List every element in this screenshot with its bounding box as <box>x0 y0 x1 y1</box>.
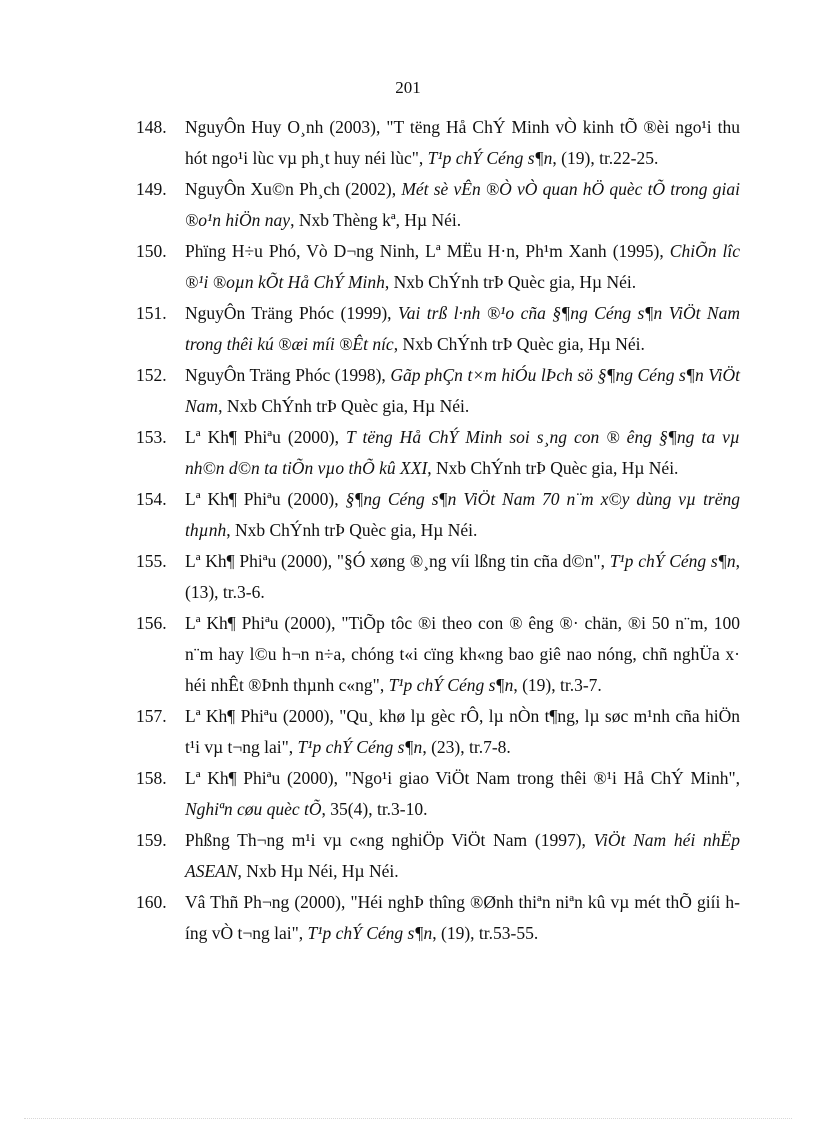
reference-number: 151. <box>136 303 167 323</box>
reference-item <box>136 360 740 422</box>
reference-authors: Lª Kh¶ Phiªu (2000), <box>185 489 346 509</box>
reference-text <box>185 112 740 174</box>
reference-publisher: , Nxb ChÝnh trÞ Quèc gia, Hµ Néi. <box>384 272 637 292</box>
reference-item <box>136 608 740 701</box>
reference-title: T¹p chÝ Céng s¶n <box>427 148 553 168</box>
reference-publisher: , Nxb Thèng kª, Hµ Néi. <box>290 210 462 230</box>
reference-title: T¹p chÝ Céng s¶n <box>609 551 736 571</box>
reference-number: 156. <box>136 613 167 633</box>
reference-authors: Lª Kh¶ Phiªu (2000), "Ngo¹i giao ViÖt Nam trong thêi ®¹i Hå ChÝ Minh", <box>185 768 740 788</box>
reference-list <box>136 112 740 949</box>
reference-text <box>185 484 740 546</box>
reference-number: 152. <box>136 365 167 385</box>
reference-publisher: , Nxb Hµ Néi, Hµ Néi. <box>237 861 399 881</box>
reference-authors: NguyÔn Xu©n Ph¸ch (2002), <box>185 179 402 199</box>
reference-publisher: , (19), tr.22-25. <box>552 148 659 168</box>
reference-number: 158. <box>136 768 167 788</box>
reference-title: ChiÕn lîc ®¹i ®oµn kÕt Hå ChÝ Minh <box>185 241 740 292</box>
reference-text <box>185 701 740 763</box>
reference-title: Gãp phÇn t×m hiÓu lÞch sö §¶ng Céng s¶n ViÖt Nam <box>185 365 740 416</box>
reference-publisher: , (23), tr.7-8. <box>422 737 511 757</box>
reference-publisher: , (19), tr.53-55. <box>432 923 539 943</box>
reference-text <box>185 174 740 236</box>
reference-item <box>136 174 740 236</box>
reference-number: 149. <box>136 179 167 199</box>
page-number: 201 <box>395 78 421 97</box>
reference-authors: NguyÔn Träng Phóc (1999), <box>185 303 398 323</box>
reference-item <box>136 484 740 546</box>
reference-text <box>185 763 740 825</box>
reference-number: 157. <box>136 706 167 726</box>
reference-number: 154. <box>136 489 167 509</box>
reference-title: Mét sè vÊn ®Ò vÒ quan hÖ quèc tÕ trong giai ®o¹n hiÖn nay <box>185 179 740 230</box>
reference-title: T¹p chÝ Céng s¶n <box>307 923 433 943</box>
reference-authors: Vâ Thñ Ph¬ng (2000), "Héi nghÞ thîng ®Ønh thiªn niªn kû vµ mét thÕ giíi híng vÒ t¬ng lai", <box>185 892 740 943</box>
reference-number: 159. <box>136 830 167 850</box>
reference-publisher: , 35(4), tr.3-10. <box>321 799 428 819</box>
reference-authors: Lª Kh¶ Phiªu (2000), "Qu¸ khø lµ gèc rÔ, lµ nÒn t¶ng, lµ søc m¹nh cña hiÖn t¹i vµ t¬ng lai", <box>185 706 740 757</box>
reference-publisher: , Nxb ChÝnh trÞ Quèc gia, Hµ Néi. <box>427 458 679 478</box>
reference-title: Nghiªn cøu quèc tÕ <box>185 799 322 819</box>
reference-publisher: , (19), tr.3-7. <box>513 675 602 695</box>
reference-text <box>185 360 740 422</box>
reference-title: Vai trß l·nh ®¹o cña §¶ng Céng s¶n ViÖt Nam trong thêi kú ®æi míi ®Êt níc <box>185 303 740 354</box>
reference-number: 150. <box>136 241 167 261</box>
reference-publisher: , (13), tr.3-6. <box>185 551 740 602</box>
reference-title: T¹p chÝ Céng s¶n <box>297 737 423 757</box>
reference-authors: Phßng Th¬ng m¹i vµ c«ng nghiÖp ViÖt Nam (1997), <box>185 830 594 850</box>
reference-item <box>136 298 740 360</box>
reference-title: §¶ng Céng s¶n ViÖt Nam 70 n¨m x©y dùng vµ trëng thµnh <box>185 489 741 540</box>
reference-text <box>185 825 740 887</box>
reference-authors: NguyÔn Huy O¸nh (2003), "T tëng Hå ChÝ Minh vÒ kinh tÕ ®èi ngo¹i thu hót ngo¹i lùc vµ ph¸t huy néi lùc", <box>185 117 740 168</box>
reference-authors: Phïng H÷u Phó, Vò D¬ng Ninh, Lª MËu H·n, Ph¹m Xanh (1995), <box>185 241 670 261</box>
reference-authors: Lª Kh¶ Phiªu (2000), <box>185 427 347 447</box>
reference-text <box>185 422 740 484</box>
reference-text <box>185 546 740 608</box>
reference-item <box>136 236 740 298</box>
reference-text <box>185 298 740 360</box>
reference-item <box>136 825 740 887</box>
reference-item <box>136 422 740 484</box>
reference-text <box>185 608 740 701</box>
reference-item <box>136 112 740 174</box>
reference-publisher: , Nxb ChÝnh trÞ Quèc gia, Hµ Néi. <box>218 396 470 416</box>
reference-text <box>185 887 740 949</box>
reference-number: 160. <box>136 892 167 912</box>
reference-item <box>136 701 740 763</box>
reference-publisher: , Nxb ChÝnh trÞ Quèc gia, Hµ Néi. <box>393 334 645 354</box>
reference-text <box>185 236 740 298</box>
reference-authors: Lª Kh¶ Phiªu (2000), "§Ó xøng ®¸ng víi lßng tin cña d©n", <box>185 551 610 571</box>
reference-publisher: , Nxb ChÝnh trÞ Quèc gia, Hµ Néi. <box>226 520 478 540</box>
reference-title: T tëng Hå ChÝ Minh soi s¸ng con ® êng §¶ng ta vµ nh©n d©n ta tiÕn vµo thÕ kû XXI <box>185 427 740 478</box>
reference-authors: NguyÔn Träng Phóc (1998), <box>185 365 391 385</box>
reference-title: T¹p chÝ Céng s¶n <box>388 675 514 695</box>
reference-number: 155. <box>136 551 167 571</box>
reference-item <box>136 546 740 608</box>
reference-item <box>136 887 740 949</box>
reference-title: ViÖt Nam héi nhËp ASEAN <box>185 830 740 881</box>
reference-number: 148. <box>136 117 167 137</box>
page-bottom-divider <box>24 1118 792 1119</box>
reference-number: 153. <box>136 427 167 447</box>
reference-item <box>136 763 740 825</box>
reference-authors: Lª Kh¶ Phiªu (2000), "TiÕp tôc ®i theo con ® êng ®· chän, ®i 50 n¨m, 100 n¨m hay l©u h¬n n÷a, chóng t«i cïng kh«ng bao giê nao nóng, chñ nghÜa x· héi nhÊt ®Þnh thµnh c«ng", <box>185 613 740 695</box>
